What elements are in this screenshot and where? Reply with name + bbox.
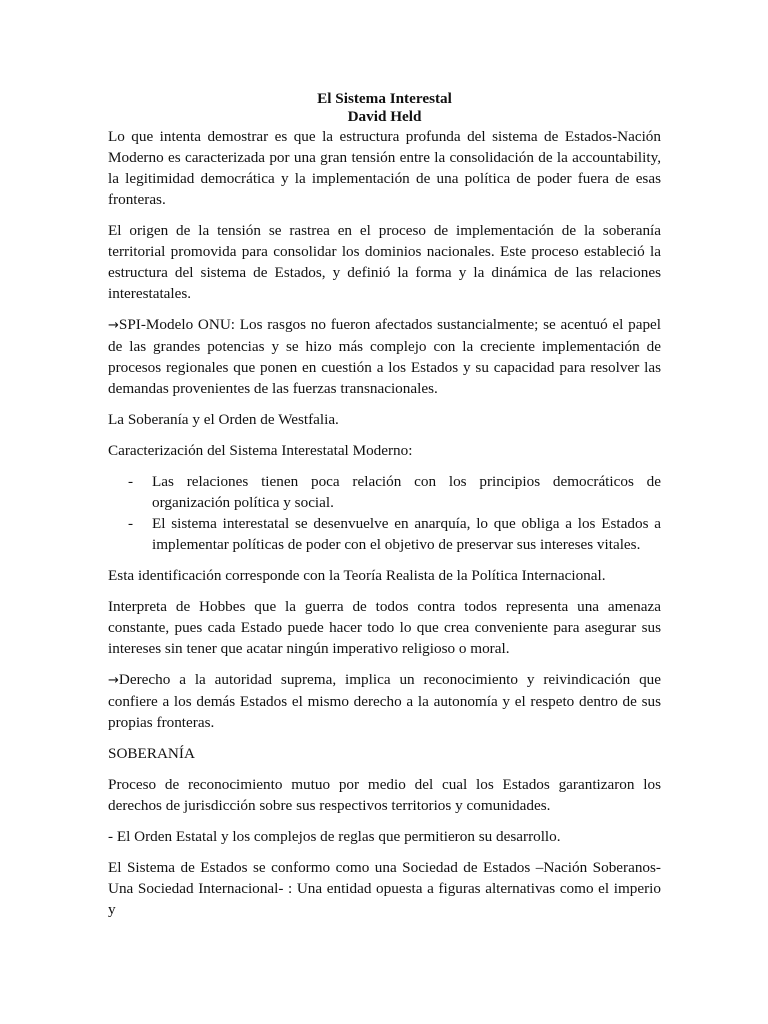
- paragraph-7: Interpreta de Hobbes que la guerra de todos contra todos representa una amenaza constante, pues cada Estado puede hacer todo lo que crea conveniente para asegurar sus intereses sin tener que acatar ningún imperativo religioso o moral.: [108, 598, 661, 657]
- paragraph-5: Caracterización del Sistema Interestatal Moderno:: [108, 442, 413, 459]
- list-dash: -: [128, 515, 134, 532]
- right-arrow-icon: →: [108, 673, 119, 688]
- list-item-text: Las relaciones tienen poca relación con los principios democráticos de organización política y social.: [152, 473, 661, 511]
- document-body: [108, 90, 661, 930]
- paragraph-8: [108, 669, 661, 733]
- list-item-text: El sistema interestatal se desenvuelve en anarquía, lo que obliga a los Estados a implementar políticas de poder con el objetivo de preservar sus intereses vitales.: [152, 515, 661, 553]
- paragraph-10: Proceso de reconocimiento mutuo por medio del cual los Estados garantizaron los derechos de jurisdicción sobre sus respectivos territorios y comunidades.: [108, 776, 661, 814]
- paragraph-3-text: SPI-Modelo ONU: Los rasgos no fueron afectados sustancialmente; se acentuó el papel de las grandes potencias y se hizo más complejo con la creciente implementación de procesos regionales que ponen en cuestión a los Estados y su capacidad para resolver las demandas provenientes de las fuerzas transnacionales.: [108, 316, 661, 397]
- paragraph-6: Esta identificación corresponde con la Teoría Realista de la Política Internacional.: [108, 567, 606, 584]
- paragraph-2: El origen de la tensión se rastrea en el proceso de implementación de la soberanía territorial promovida para consolidar los dominios nacionales. Este proceso estableció la estructura del sistema de Estados, y definió la forma y la dinámica de las relaciones interestatales.: [108, 222, 661, 302]
- list-dash: -: [128, 473, 134, 490]
- list-item: [108, 471, 661, 513]
- paragraph-8-text: Derecho a la autoridad suprema, implica un reconocimiento y reivindicación que confiere a los demás Estados el mismo derecho a la autonomía y el respeto dentro de sus propias fronteras.: [108, 671, 661, 731]
- document-author: David Held: [347, 108, 422, 125]
- paragraph-1: Lo que intenta demostrar es que la estructura profunda del sistema de Estados-Nación Moderno es caracterizada por una gran tensión entre la consolidación de la accountability, la legitimidad democrática y la implementación de una política de poder fuera de esas fronteras.: [108, 128, 661, 208]
- characteristics-list: [108, 471, 661, 555]
- title-block: [108, 90, 661, 126]
- paragraph-3: [108, 314, 661, 399]
- right-arrow-icon: →: [108, 318, 119, 333]
- document-title: El Sistema Interestal: [317, 90, 452, 107]
- paragraph-4: La Soberanía y el Orden de Westfalia.: [108, 411, 339, 428]
- section-heading-soberania: SOBERANÍA: [108, 745, 195, 762]
- list-item: [108, 513, 661, 555]
- paragraph-11: - El Orden Estatal y los complejos de reglas que permitieron su desarrollo.: [108, 828, 561, 845]
- paragraph-12: El Sistema de Estados se conformo como una Sociedad de Estados –Nación Soberanos- Una Sociedad Internacional- : Una entidad opuesta a figuras alternativas como el imperio y: [108, 859, 661, 918]
